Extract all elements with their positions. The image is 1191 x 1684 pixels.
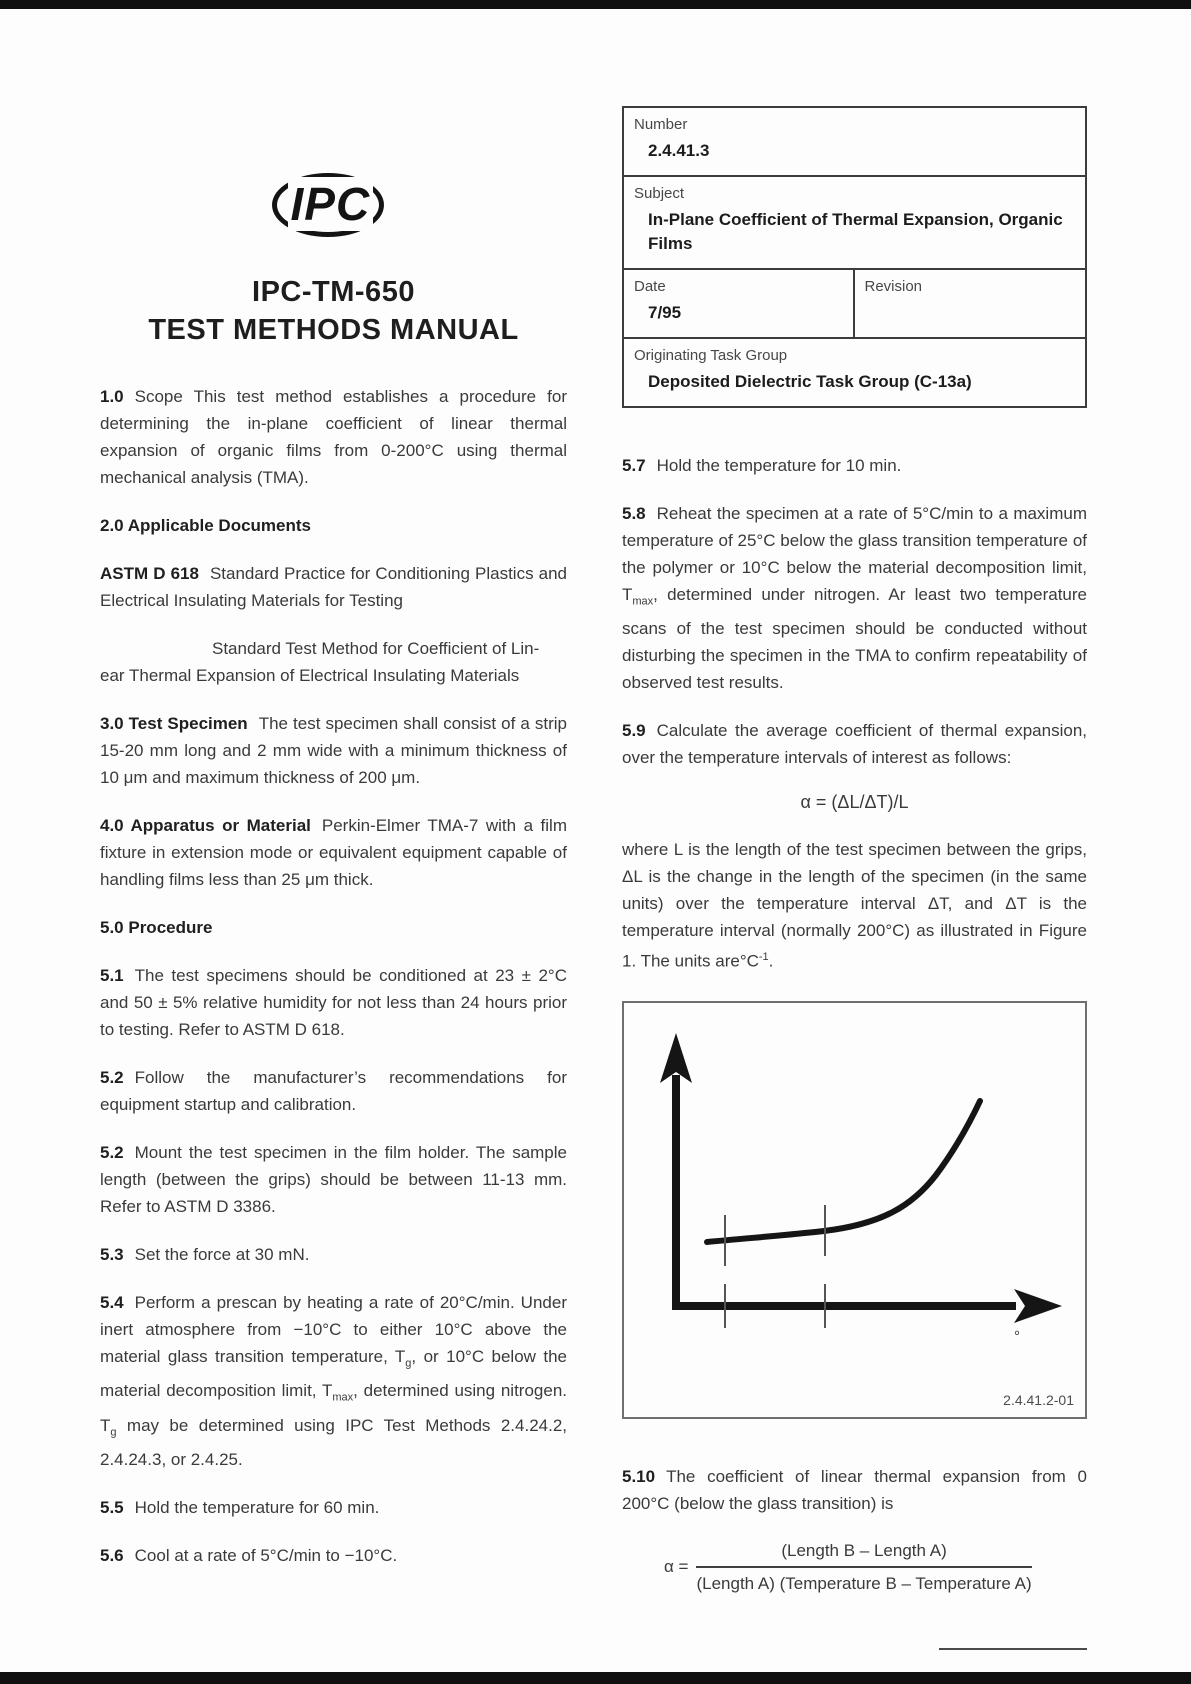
x-axis-arrowhead-icon — [1014, 1289, 1062, 1323]
section-number: 5.2 — [100, 1068, 124, 1087]
paragraph-text: Scope This test method establishes a procedure for determining the in-plane coefficient of linear thermal expansion of organic films from 0-200°C using thermal mechanical analysis (TMA). — [100, 387, 567, 487]
paragraph-text: Cool at a rate of 5°C/min to −10°C. — [134, 1546, 398, 1566]
formula-numerator: (Length B – Length A) — [696, 1538, 1031, 1568]
section-number: 5.2 — [100, 1143, 124, 1162]
paragraph-text: , or 10°C below the material decomposition limit, T — [100, 1347, 567, 1401]
header-table — [622, 106, 1087, 408]
subject-label: Subject — [634, 185, 685, 202]
section-number: 5.9 — [622, 721, 646, 741]
paragraph-astm-d618 — [100, 560, 567, 614]
revision-value — [865, 301, 1076, 325]
paragraph-5-6 — [100, 1542, 567, 1569]
paragraph-text: , determined under nitrogen. Ar least two temperature scans of the test specimen should be conducted without disturbing the specimen in the TMA to confirm repeatability of observed test results. — [622, 585, 1087, 693]
formula-denominator: (Length A) (Temperature B – Temperature A) — [696, 1574, 1032, 1594]
paragraph-text: Standard Practice for Conditioning Plastics and Electrical Insulating Materials for Testing — [100, 564, 568, 610]
paragraph-5-5 — [100, 1494, 567, 1521]
left-column — [100, 95, 567, 1590]
formula-linear-expansion — [664, 1538, 1087, 1596]
ipc-logo-text: IPC — [288, 177, 374, 231]
subscript-max: max — [332, 1391, 354, 1404]
formula-cte: α = (ΔL/ΔT)/L — [800, 792, 909, 813]
date-label: Date — [634, 278, 666, 295]
paragraph-text: may be determined using IPC Test Methods 2.4.24.2, 2.4.24.3, or 2.4.25. — [100, 1415, 567, 1470]
date-cell — [624, 270, 855, 337]
paragraph-5-8 — [622, 500, 1087, 696]
header-row-date-revision — [624, 270, 1085, 339]
expansion-curve — [707, 1101, 980, 1242]
formula-fraction — [696, 1538, 1031, 1596]
section-number: 3.0 Test Specimen — [100, 714, 248, 733]
masthead — [100, 167, 567, 349]
section-number: 5.1 — [100, 966, 124, 985]
paragraph-astm-continuation — [100, 635, 567, 689]
paragraph-5-2a — [100, 1064, 567, 1118]
task-group-label: Originating Task Group — [634, 347, 788, 364]
top-border-bar — [0, 0, 1191, 9]
section-number: 5.5 — [100, 1498, 124, 1518]
subscript-g: g — [110, 1426, 117, 1439]
paragraph-5-1 — [100, 962, 567, 1043]
paragraph-line-1: Standard Test Method for Coefficient of Lin- — [212, 639, 540, 658]
ipc-logo — [270, 167, 398, 243]
section-number: 5.3 — [100, 1245, 124, 1264]
right-column — [622, 106, 1087, 1684]
section-number: 4.0 Apparatus or Material — [100, 816, 311, 835]
paragraph-text: Mount the test specimen in the film holder. The sample length (between the grips) should be between 11-13 mm. Refer to ASTM D 3386. — [100, 1143, 567, 1216]
paragraph-5-9 — [622, 717, 1087, 771]
section-number: 5.10 — [622, 1467, 656, 1487]
section-number: 5.4 — [100, 1293, 124, 1312]
x-axis-unit-fragment: ° — [1014, 1328, 1020, 1346]
manual-title: TEST METHODS MANUAL — [148, 314, 519, 346]
paragraph-text: Hold the temperature for 60 min. — [134, 1498, 380, 1518]
heading-5-0: 5.0 Procedure — [100, 918, 213, 937]
paragraph-text: Reheat the specimen at a rate of 5°C/min to a maximum temperature of 25°C below the glass transition temperature of the polymer or 10°C below the material decomposition limit, T — [622, 504, 1087, 604]
section-number: 1.0 — [100, 387, 124, 406]
paragraph-5-10 — [622, 1463, 1087, 1517]
paragraph-text: Perkin-Elmer TMA-7 with a film fixture in extension mode or equivalent equipment capable of handling films less than 25 μm thick. — [100, 816, 567, 889]
paragraph-where — [622, 836, 1087, 975]
paragraph-text: Follow the manufacturer’s recommendations for equipment startup and calibration. — [100, 1068, 567, 1114]
paragraph-text: The test specimens should be conditioned at 23 ± 2°C and 50 ± 5% relative humidity for not less than 24 hours prior to testing. Refer to ASTM D 618. — [100, 966, 567, 1039]
paragraph-5-4 — [100, 1289, 567, 1473]
figure-chart — [624, 1003, 1085, 1417]
number-label: Number — [634, 116, 688, 133]
header-row-number — [624, 108, 1085, 177]
header-row-subject — [624, 177, 1085, 270]
paragraph-text: , determined using nitrogen. T — [100, 1381, 567, 1435]
paragraph-text: where L is the length of the test specimen between the grips, ΔL is the change in the length of the specimen (in the same units) over the temperature interval ΔT, and ΔT is the temperature interval (normally 200°C) as illustrated in Figure 1. The units are°C — [622, 840, 1087, 972]
subscript-g: g — [405, 1357, 412, 1370]
paragraph-5-2b — [100, 1139, 567, 1220]
superscript-minus-1: -1 — [758, 951, 769, 964]
section-number: 5.7 — [622, 456, 646, 475]
reference-designator: ASTM D 618 — [100, 564, 199, 583]
figure-box — [622, 1001, 1087, 1419]
paragraph-4-0 — [100, 812, 567, 893]
signature-rule-1 — [939, 1648, 1087, 1650]
paragraph-1-0 — [100, 383, 567, 491]
paragraph-5-3 — [100, 1241, 567, 1268]
revision-cell — [855, 270, 1086, 337]
paragraph-text: Set the force at 30 mN. — [134, 1245, 310, 1264]
paragraph-text: Perform a prescan by heating a rate of 20°C/min. Under inert atmosphere from −10°C to either 10°C above the material glass transition temperature, T — [100, 1293, 567, 1366]
heading-2-0: 2.0 Applicable Documents — [100, 516, 311, 535]
section-number: 5.8 — [622, 504, 646, 523]
formula-lhs: α = — [664, 1557, 689, 1577]
paragraph-line-2: ear Thermal Expansion of Electrical Insulating Materials — [100, 666, 520, 685]
header-row-task-group — [624, 339, 1085, 406]
revision-label: Revision — [864, 278, 923, 295]
section-number: 5.6 — [100, 1546, 124, 1566]
manual-code: IPC-TM-650 — [252, 276, 415, 308]
paragraph-3-0 — [100, 710, 567, 791]
subscript-max: max — [632, 595, 654, 608]
paragraph-text: Hold the temperature for 10 min. — [656, 456, 902, 475]
paragraph-text: . — [768, 952, 774, 972]
paragraph-text: The coefficient of linear thermal expansion from 0 200°C (below the glass transition) is — [622, 1467, 1087, 1514]
paragraph-5-7 — [622, 452, 1087, 479]
paragraph-text: The test specimen shall consist of a strip 15-20 mm long and 2 mm wide with a minimum thickness of 10 μm and maximum thickness of 200 μm. — [100, 714, 567, 787]
paragraph-text: Calculate the average coefficient of thermal expansion, over the temperature intervals of interest as follows: — [622, 721, 1087, 768]
figure-caption: 2.4.41.2-01 — [1003, 1392, 1074, 1409]
date-value: 7/95 — [648, 303, 682, 322]
subject-value: In-Plane Coefficient of Thermal Expansion, Organic Films — [648, 210, 1063, 253]
task-group-value: Deposited Dielectric Task Group (C-13a) — [648, 372, 972, 391]
number-value: 2.4.41.3 — [648, 141, 710, 160]
